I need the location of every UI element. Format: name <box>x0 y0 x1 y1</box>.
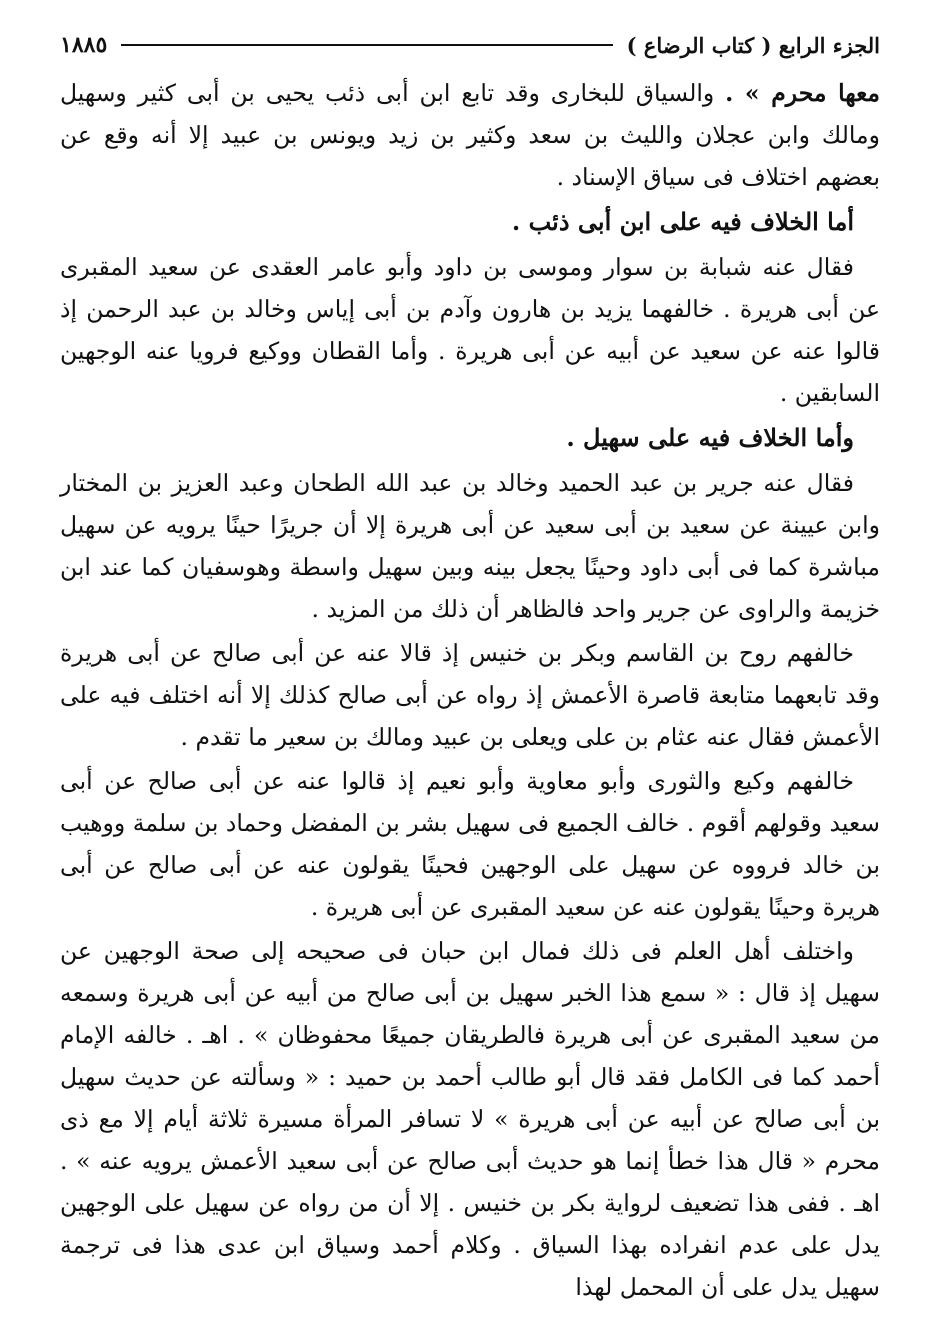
chapter-title: الجزء الرابع ( كتاب الرضاع ) <box>626 32 880 58</box>
paragraph-3: فقال عنه جرير بن عبد الحميد وخالد بن عبد الله الطحان وعبد العزيز بن المختار وابن عيينة عن سعيد بن أبى سعيد عن أبى هريرة إلا أن جريرًا حينًا يرويه عن سهيل مباشرة كما فى أبى داود وحينًا يجعل بينه وبين سهيل واسطة وهوسفيان كما عند ابن خزيمة والراوى عن جرير واحد فالظاهر أن ذلك من المزيد . <box>60 469 880 623</box>
paragraph-6: واختلف أهل العلم فى ذلك فمال ابن حبان فى صحيحه إلى صحة الوجهين عن سهيل إذ قال : « سمع هذا الخبر سهيل بن أبى صالح من أبيه عن أبى هريرة وسمعه من سعيد المقبرى عن أبى هريرة فالطريقان جميعًا محفوظان » . اهـ . خالفه الإمام أحمد كما فى الكامل فقد قال أبو طالب أحمد بن حميد : « وسألته عن حديث سهيل بن أبى صالح عن أبيه عن أبى هريرة » لا تسافر المرأة مسيرة ثلاثة أيام إلا مع ذى محرم « قال هذا خطأ إنما هو حديث أبى صالح عن أبى سعيد الأعمش يرويه عنه » . اهـ . ففى هذا تضعيف لرواية بكر بن خنيس . إلا أن من رواه عن سهيل على الوجهين يدل على عدم انفراده بهذا السياق . وكلام أحمد وسياق ابن عدى هذا فى ترجمة سهيل يدل على أن المحمل لهذا <box>60 937 880 1301</box>
section-heading-suhail: وأما الخلاف فيه على سهيل . <box>566 423 854 452</box>
paragraph-2: فقال عنه شبابة بن سوار وموسى بن داود وأبو عامر العقدى عن سعيد المقبرى عن أبى هريرة . خالفهما يزيد بن هارون وآدم بن أبى إياس وخالد بن عبد الرحمن إذ قالوا عنه عن سعيد عن أبيه عن أبى هريرة . وأما القطان ووكيع فرويا عنه الوجهين السابقين . <box>60 253 880 407</box>
paragraph-4: خالفهم روح بن القاسم وبكر بن خنيس إذ قالا عنه عن أبى صالح عن أبى هريرة وقد تابعهما متابعة قاصرة الأعمش إذ رواه عن أبى صالح كذلك إلا أنه اختلف فيه على الأعمش فقال عنه عثام بن على ويعلى بن عبيد ومالك بن سعير ما تقدم . <box>60 639 880 751</box>
book-page <box>60 22 880 1312</box>
running-header <box>60 22 880 68</box>
page-body <box>60 72 880 1308</box>
header-rule <box>121 44 612 46</box>
paragraph-1-text: والسياق للبخارى وقد تابع ابن أبى ذئب يحيى بن أبى كثير وسهيل ومالك وابن عجلان والليث بن سعد وكثير بن زيد ويونس بن عبيد إلا أنه وقع عن بعضهم اختلاف فى سياق الإسناد . <box>60 79 880 191</box>
paragraph-5: خالفهم وكيع والثورى وأبو معاوية وأبو نعيم إذ قالوا عنه عن أبى صالح عن أبى سعيد وقولهم أقوم . خالف الجميع فى سهيل بشر بن المفضل وحماد بن سلمة ووهيب بن خالد فرووه عن سهيل على الوجهين فحينًا يقولون عنه عن أبى صالح عن أبى هريرة وحينًا يقولون عنه عن سعيد المقبرى عن أبى هريرة . <box>60 767 880 921</box>
paragraph-1-lead: معها محرم » . <box>725 79 880 107</box>
page-number: ١٨٨٥ <box>60 32 108 58</box>
paragraph-1 <box>60 72 880 198</box>
section-heading-ibn-abi-dhib: أما الخلاف فيه على ابن أبى ذئب . <box>511 207 854 236</box>
